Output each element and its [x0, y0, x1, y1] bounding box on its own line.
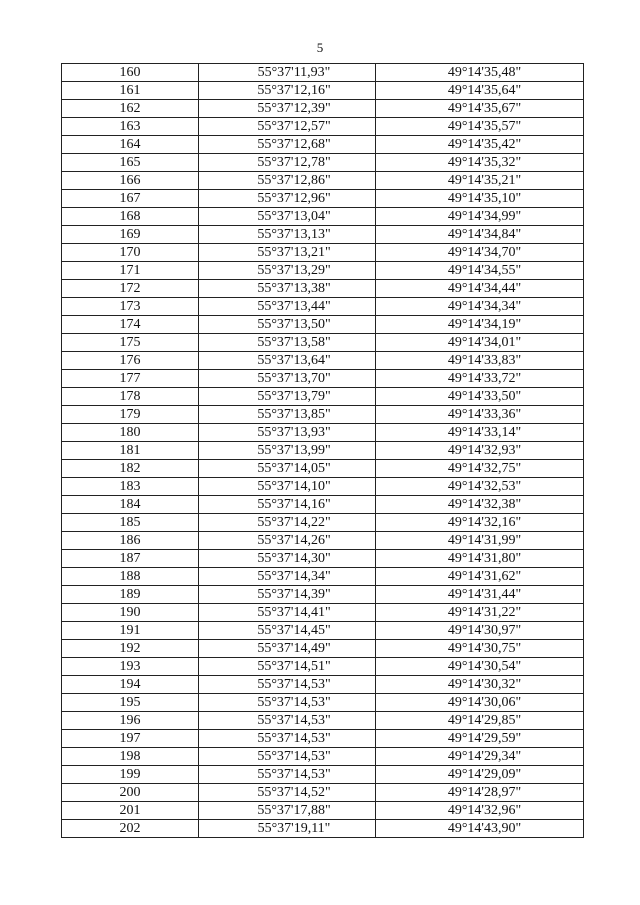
- table-row: [62, 766, 584, 784]
- longitude-cell: 49°14'30,97": [376, 622, 584, 640]
- latitude-cell: 55°37'13,29": [199, 262, 376, 280]
- latitude-cell: 55°37'12,86": [199, 172, 376, 190]
- point-number-cell: 180: [62, 424, 199, 442]
- latitude-cell: 55°37'14,53": [199, 712, 376, 730]
- latitude-cell: 55°37'14,34": [199, 568, 376, 586]
- latitude-cell: 55°37'14,05": [199, 460, 376, 478]
- latitude-cell: 55°37'12,78": [199, 154, 376, 172]
- table-row: [62, 802, 584, 820]
- latitude-cell: 55°37'14,30": [199, 550, 376, 568]
- latitude-cell: 55°37'12,57": [199, 118, 376, 136]
- longitude-cell: 49°14'29,59": [376, 730, 584, 748]
- table-row: [62, 172, 584, 190]
- point-number-cell: 199: [62, 766, 199, 784]
- table-row: [62, 514, 584, 532]
- point-number-cell: 178: [62, 388, 199, 406]
- point-number-cell: 183: [62, 478, 199, 496]
- latitude-cell: 55°37'13,99": [199, 442, 376, 460]
- latitude-cell: 55°37'14,53": [199, 694, 376, 712]
- point-number-cell: 177: [62, 370, 199, 388]
- longitude-cell: 49°14'35,64": [376, 82, 584, 100]
- longitude-cell: 49°14'35,10": [376, 190, 584, 208]
- point-number-cell: 160: [62, 64, 199, 82]
- table-row: [62, 568, 584, 586]
- table-row: [62, 424, 584, 442]
- point-number-cell: 166: [62, 172, 199, 190]
- latitude-cell: 55°37'14,51": [199, 658, 376, 676]
- table-row: [62, 640, 584, 658]
- coordinates-table-body: [62, 64, 584, 838]
- longitude-cell: 49°14'33,72": [376, 370, 584, 388]
- latitude-cell: 55°37'13,21": [199, 244, 376, 262]
- longitude-cell: 49°14'31,99": [376, 532, 584, 550]
- point-number-cell: 170: [62, 244, 199, 262]
- latitude-cell: 55°37'14,45": [199, 622, 376, 640]
- point-number-cell: 196: [62, 712, 199, 730]
- table-row: [62, 478, 584, 496]
- latitude-cell: 55°37'11,93": [199, 64, 376, 82]
- point-number-cell: 168: [62, 208, 199, 226]
- latitude-cell: 55°37'14,53": [199, 766, 376, 784]
- latitude-cell: 55°37'12,68": [199, 136, 376, 154]
- longitude-cell: 49°14'35,67": [376, 100, 584, 118]
- table-row: [62, 82, 584, 100]
- table-row: [62, 154, 584, 172]
- table-row: [62, 712, 584, 730]
- latitude-cell: 55°37'13,79": [199, 388, 376, 406]
- longitude-cell: 49°14'34,44": [376, 280, 584, 298]
- table-row: [62, 100, 584, 118]
- longitude-cell: 49°14'30,06": [376, 694, 584, 712]
- point-number-cell: 175: [62, 334, 199, 352]
- latitude-cell: 55°37'14,39": [199, 586, 376, 604]
- table-row: [62, 586, 584, 604]
- table-row: [62, 280, 584, 298]
- point-number-cell: 176: [62, 352, 199, 370]
- table-row: [62, 532, 584, 550]
- longitude-cell: 49°14'34,99": [376, 208, 584, 226]
- latitude-cell: 55°37'13,93": [199, 424, 376, 442]
- point-number-cell: 184: [62, 496, 199, 514]
- point-number-cell: 188: [62, 568, 199, 586]
- table-row: [62, 460, 584, 478]
- table-row: [62, 262, 584, 280]
- table-row: [62, 370, 584, 388]
- longitude-cell: 49°14'35,48": [376, 64, 584, 82]
- longitude-cell: 49°14'32,96": [376, 802, 584, 820]
- point-number-cell: 174: [62, 316, 199, 334]
- table-row: [62, 820, 584, 838]
- latitude-cell: 55°37'14,16": [199, 496, 376, 514]
- longitude-cell: 49°14'34,34": [376, 298, 584, 316]
- longitude-cell: 49°14'33,14": [376, 424, 584, 442]
- longitude-cell: 49°14'32,38": [376, 496, 584, 514]
- point-number-cell: 191: [62, 622, 199, 640]
- latitude-cell: 55°37'13,58": [199, 334, 376, 352]
- longitude-cell: 49°14'33,83": [376, 352, 584, 370]
- latitude-cell: 55°37'14,26": [199, 532, 376, 550]
- latitude-cell: 55°37'13,44": [199, 298, 376, 316]
- longitude-cell: 49°14'34,84": [376, 226, 584, 244]
- table-row: [62, 388, 584, 406]
- longitude-cell: 49°14'34,01": [376, 334, 584, 352]
- table-row: [62, 694, 584, 712]
- table-row: [62, 784, 584, 802]
- longitude-cell: 49°14'43,90": [376, 820, 584, 838]
- longitude-cell: 49°14'32,75": [376, 460, 584, 478]
- point-number-cell: 198: [62, 748, 199, 766]
- point-number-cell: 185: [62, 514, 199, 532]
- latitude-cell: 55°37'14,41": [199, 604, 376, 622]
- latitude-cell: 55°37'17,88": [199, 802, 376, 820]
- longitude-cell: 49°14'31,80": [376, 550, 584, 568]
- longitude-cell: 49°14'31,62": [376, 568, 584, 586]
- table-row: [62, 550, 584, 568]
- table-row: [62, 622, 584, 640]
- table-row: [62, 352, 584, 370]
- longitude-cell: 49°14'28,97": [376, 784, 584, 802]
- latitude-cell: 55°37'12,39": [199, 100, 376, 118]
- point-number-cell: 201: [62, 802, 199, 820]
- point-number-cell: 186: [62, 532, 199, 550]
- longitude-cell: 49°14'35,32": [376, 154, 584, 172]
- latitude-cell: 55°37'13,50": [199, 316, 376, 334]
- point-number-cell: 200: [62, 784, 199, 802]
- point-number-cell: 197: [62, 730, 199, 748]
- point-number-cell: 171: [62, 262, 199, 280]
- latitude-cell: 55°37'13,13": [199, 226, 376, 244]
- point-number-cell: 162: [62, 100, 199, 118]
- point-number-cell: 182: [62, 460, 199, 478]
- longitude-cell: 49°14'32,53": [376, 478, 584, 496]
- point-number-cell: 179: [62, 406, 199, 424]
- longitude-cell: 49°14'35,21": [376, 172, 584, 190]
- table-row: [62, 136, 584, 154]
- table-row: [62, 442, 584, 460]
- point-number-cell: 172: [62, 280, 199, 298]
- longitude-cell: 49°14'31,44": [376, 586, 584, 604]
- point-number-cell: 187: [62, 550, 199, 568]
- table-row: [62, 604, 584, 622]
- latitude-cell: 55°37'14,53": [199, 676, 376, 694]
- point-number-cell: 167: [62, 190, 199, 208]
- longitude-cell: 49°14'30,75": [376, 640, 584, 658]
- longitude-cell: 49°14'32,93": [376, 442, 584, 460]
- point-number-cell: 164: [62, 136, 199, 154]
- latitude-cell: 55°37'14,49": [199, 640, 376, 658]
- latitude-cell: 55°37'14,53": [199, 748, 376, 766]
- longitude-cell: 49°14'35,42": [376, 136, 584, 154]
- latitude-cell: 55°37'13,85": [199, 406, 376, 424]
- point-number-cell: 193: [62, 658, 199, 676]
- point-number-cell: 194: [62, 676, 199, 694]
- latitude-cell: 55°37'14,10": [199, 478, 376, 496]
- latitude-cell: 55°37'13,38": [199, 280, 376, 298]
- point-number-cell: 165: [62, 154, 199, 172]
- point-number-cell: 169: [62, 226, 199, 244]
- point-number-cell: 181: [62, 442, 199, 460]
- table-row: [62, 676, 584, 694]
- point-number-cell: 189: [62, 586, 199, 604]
- table-row: [62, 244, 584, 262]
- latitude-cell: 55°37'12,96": [199, 190, 376, 208]
- table-row: [62, 406, 584, 424]
- table-row: [62, 298, 584, 316]
- longitude-cell: 49°14'34,70": [376, 244, 584, 262]
- point-number-cell: 192: [62, 640, 199, 658]
- page-number: 5: [316, 40, 324, 55]
- latitude-cell: 55°37'14,22": [199, 514, 376, 532]
- latitude-cell: 55°37'13,64": [199, 352, 376, 370]
- coordinates-table: [61, 63, 584, 838]
- point-number-cell: 190: [62, 604, 199, 622]
- latitude-cell: 55°37'12,16": [199, 82, 376, 100]
- table-row: [62, 118, 584, 136]
- table-row: [62, 190, 584, 208]
- longitude-cell: 49°14'32,16": [376, 514, 584, 532]
- table-row: [62, 334, 584, 352]
- longitude-cell: 49°14'30,54": [376, 658, 584, 676]
- table-row: [62, 208, 584, 226]
- longitude-cell: 49°14'29,85": [376, 712, 584, 730]
- longitude-cell: 49°14'30,32": [376, 676, 584, 694]
- latitude-cell: 55°37'14,53": [199, 730, 376, 748]
- table-row: [62, 64, 584, 82]
- longitude-cell: 49°14'34,19": [376, 316, 584, 334]
- latitude-cell: 55°37'13,04": [199, 208, 376, 226]
- point-number-cell: 195: [62, 694, 199, 712]
- table-row: [62, 748, 584, 766]
- latitude-cell: 55°37'13,70": [199, 370, 376, 388]
- table-row: [62, 730, 584, 748]
- point-number-cell: 163: [62, 118, 199, 136]
- latitude-cell: 55°37'19,11": [199, 820, 376, 838]
- longitude-cell: 49°14'29,34": [376, 748, 584, 766]
- table-row: [62, 496, 584, 514]
- longitude-cell: 49°14'34,55": [376, 262, 584, 280]
- longitude-cell: 49°14'29,09": [376, 766, 584, 784]
- table-row: [62, 316, 584, 334]
- point-number-cell: 202: [62, 820, 199, 838]
- longitude-cell: 49°14'31,22": [376, 604, 584, 622]
- longitude-cell: 49°14'33,50": [376, 388, 584, 406]
- table-row: [62, 226, 584, 244]
- longitude-cell: 49°14'35,57": [376, 118, 584, 136]
- table-row: [62, 658, 584, 676]
- latitude-cell: 55°37'14,52": [199, 784, 376, 802]
- point-number-cell: 173: [62, 298, 199, 316]
- longitude-cell: 49°14'33,36": [376, 406, 584, 424]
- point-number-cell: 161: [62, 82, 199, 100]
